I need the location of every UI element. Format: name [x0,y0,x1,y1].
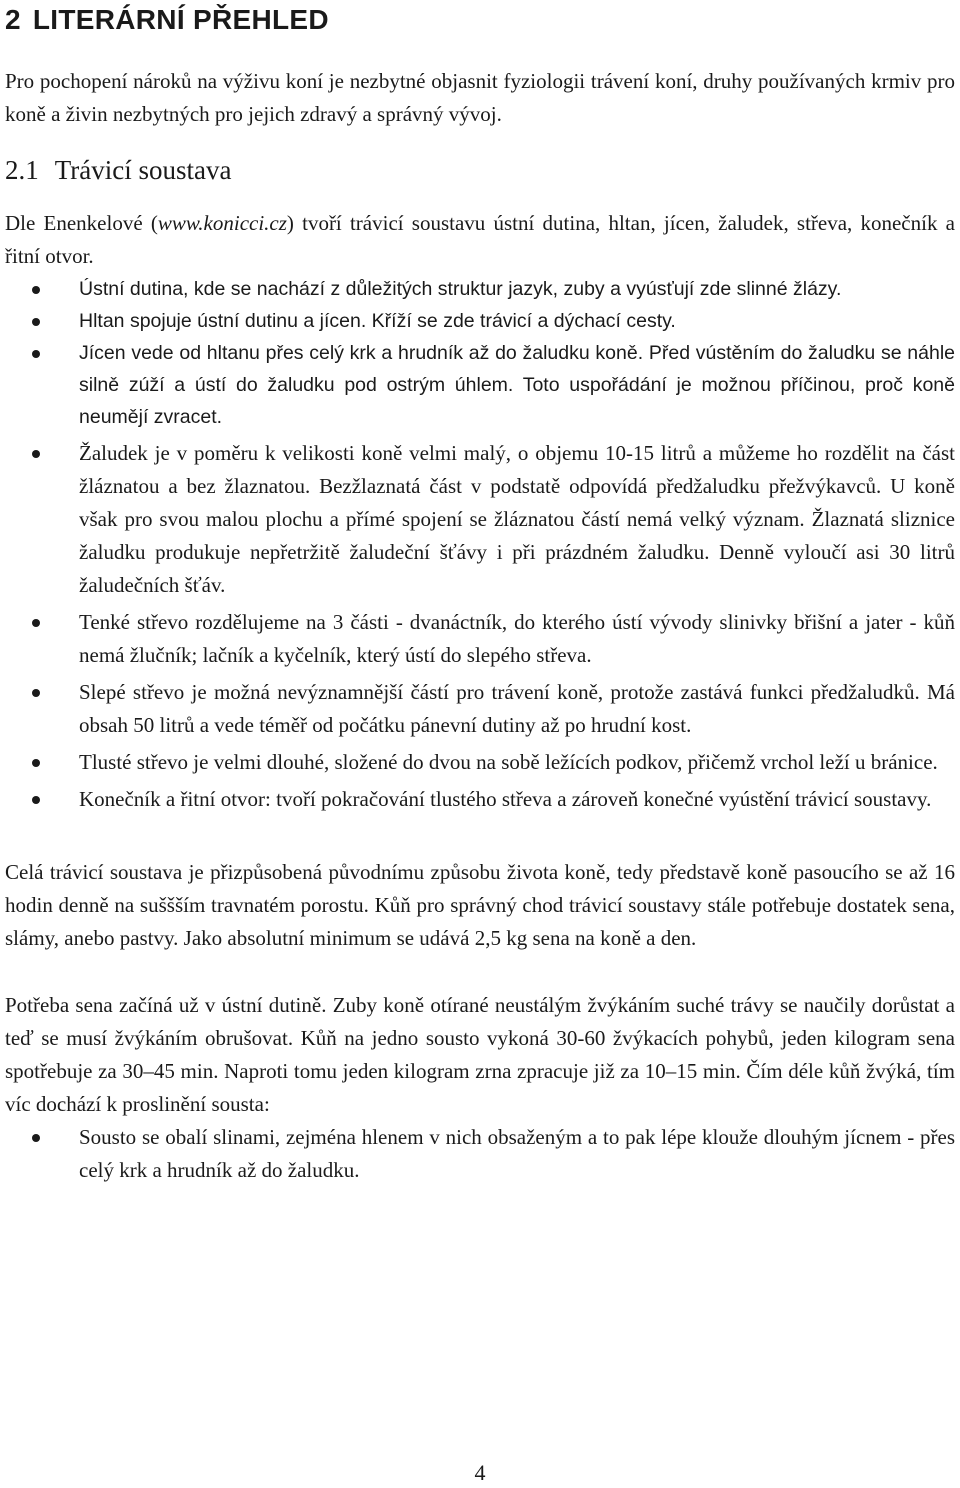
list-item-text: Sousto se obalí slinami, zejména hlenem v nich obsaženým a to pak lépe klouže dlouhým jícnem - přes celý krk a hrudník až do žaludku. [79,1125,955,1182]
chapter-title: LITERÁRNÍ PŘEHLED [32,4,329,35]
body-paragraph-1: Celá trávicí soustava je přizpůsobená původnímu způsobu života koně, tedy představě koně pasoucího se až 16 hodin denně na suššším travnatém porostu. Kůň pro správný chod trávicí soustavy stále potřebuje dostatek sena, slámy, anebo pastvy. Jako absolutní minimum se udává 2,5 kg sena na koně a den. [5,860,955,950]
list-item [5,337,955,433]
list-item-text: Tenké střevo rozdělujeme na 3 části - dvanáctník, do kterého ústí vývody slinivky břišní a jater - kůň nemá žlučník; lačník a kyčelník, který ústí do slepého střeva. [79,610,955,667]
chapter-heading [5,0,955,37]
bullet-list-lower [5,1121,955,1187]
bullet-icon [32,318,40,326]
body-paragraph-2: Potřeba sena začíná už v ústní dutině. Zuby koně otírané neustálým žvýkáním suché trávy se naučily dorůstat a teď se musí žvýkáním obrušovat. Kůň na jedno sousto vykoná 30-60 žvýkacích pohybů, jeden kilogram sena spotřebuje za 30–45 min. Naproti tomu jeden kilogram zrna zpracuje již za 10–15 min. Čím déle kůň žvýká, tím víc dochází k proslinění sousta: [5,993,955,1116]
intro-paragraph: Pro pochopení nároků na výživu koní je nezbytné objasnit fyziologii trávení koní, druhy používaných krmiv pro koně a živin nezbytných pro jejich zdravý a správný vývoj. [5,69,955,126]
list-item [5,606,955,672]
bullet-icon [32,689,40,697]
section-number: 2.1 [5,155,39,185]
list-item [5,1121,955,1187]
bullet-list-organs [5,437,955,816]
list-item-text: Žaludek je v poměru k velikosti koně velmi malý, o objemu 10-15 litrů a můžeme ho rozdělit na část žláznatou a bez žlaznatou. Bezžlaznatá část v podstatě odpovídá předžaludku přežvýkavců. U koně však pro svou malou plochu a přímé spojení se žláznatou částí nemá velký význam. Žlaznatá sliznice žaludku produkuje nepřetržitě žaludeční šťávy i při prázdném žaludku. Denně vyloučí asi 30 litrů žaludečních šťáv. [79,441,955,597]
list-item [5,437,955,602]
list-item [5,746,955,779]
bullet-icon [32,619,40,627]
bullet-icon [32,286,40,294]
bullet-icon [32,759,40,767]
list-item-text: Tlusté střevo je velmi dlouhé, složené do dvou na sobě ležících podkov, přičemž vrchol leží u bránice. [79,750,938,774]
bullet-icon [32,1134,40,1142]
bullet-icon [32,450,40,458]
list-item-text: Hltan spojuje ústní dutinu a jícen. Kříží se zde trávicí a dýchací cesty. [79,310,676,332]
list-item [5,273,955,305]
chapter-number: 2 [5,4,21,35]
list-item-text: Ústní dutina, kde se nachází z důležitých struktur jazyk, zuby a vyúsťují zde slinné žlázy. [79,278,842,300]
section-title: Trávicí soustava [54,155,232,185]
list-item-text: Jícen vede od hltanu přes celý krk a hrudník až do žaludku koně. Před vústěním do žaludku se náhle silně zúží a ústí do žaludku pod ostrým úhlem. Toto uspořádání je možnou příčinou, proč koně neumějí zvracet. [79,342,955,428]
source-link[interactable]: www.konicci.cz [157,211,287,235]
section-heading [5,153,955,187]
bullet-icon [32,796,40,804]
document-page [5,0,955,1187]
lead-paragraph [5,207,955,273]
list-item-text: Konečník a řitní otvor: tvoří pokračování tlustého střeva a zároveň konečné vyústění trávicí soustavy. [79,787,932,811]
list-item [5,676,955,742]
list-item [5,305,955,337]
list-item-text: Slepé střevo je možná nevýznamnější částí pro trávení koně, protože zastává funkci předžaludků. Má obsah 50 litrů a vede téměř od počátku pánevní dutiny až po hrudní kost. [79,680,955,737]
page-number: 4 [474,1460,486,1485]
list-item [5,783,955,816]
lead-text-after: ) tvoří trávicí soustavu ústní dutina, hltan, jícen, žaludek, střeva, konečník a řitní otvor. [5,211,955,268]
bullet-list-upper [5,273,955,433]
bullet-icon [32,350,40,358]
lead-text-before: Dle Enenkelové ( [5,211,158,235]
